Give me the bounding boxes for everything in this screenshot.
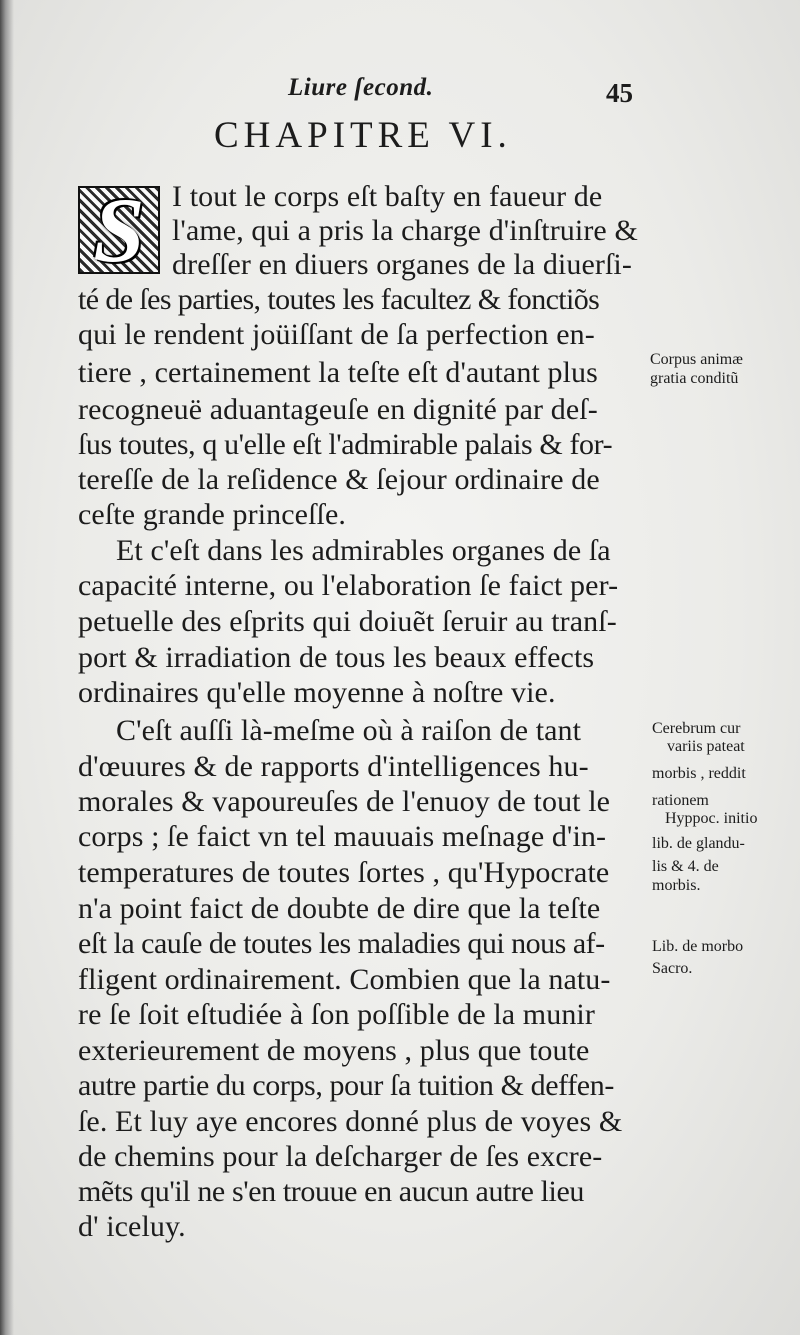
text-line: tiere , certainement la teſte eſt d'autant plus	[78, 356, 598, 389]
text-line: C'eſt auſſi là-meſme où à raiſon de tant	[116, 714, 582, 747]
text-line: d'œuures & de rapports d'intelligences hu-	[78, 750, 589, 783]
text-line: capacité interne, ou l'elaboration ſe faict per-	[78, 569, 619, 602]
text-line: recogneuë aduantageuſe en dignité par deſ-	[78, 393, 598, 426]
margin-note: morbis , reddit	[652, 765, 746, 782]
text-line: ſus toutes, q u'elle eſt l'admirable palais & for-	[78, 428, 613, 461]
text-line: mẽts qu'il ne s'en trouue en aucun autre lieu	[78, 1175, 584, 1208]
margin-note: morbis.	[652, 877, 701, 894]
text-line: I tout le corps eſt baſty en faueur de	[172, 180, 603, 213]
margin-note: Sacro.	[652, 960, 693, 977]
running-head: Liure ſecond.	[288, 74, 434, 101]
text-line: port & irradiation de tous les beaux effects	[78, 641, 595, 674]
text-line: re ſe ſoit eſtudiée à ſon poſſible de la munir	[78, 998, 595, 1031]
text-line: té de ſes parties, toutes les facultez & fonctiõs	[78, 283, 600, 316]
margin-note: gratia conditũ	[650, 370, 739, 387]
text-line: corps ; ſe faict vn tel mauuais meſnage d'in-	[78, 820, 607, 853]
ornamental-initial	[78, 179, 160, 281]
text-line: eſt la cauſe de toutes les maladies qui nous af-	[78, 927, 605, 960]
chapter-title: CHAPITRE VI.	[214, 115, 512, 156]
text-line: l'ame, qui a pris la charge d'inſtruire &	[172, 214, 638, 247]
page-number: 45	[606, 78, 633, 108]
text-line: n'a point faict de doubte de dire que la teſte	[78, 892, 601, 925]
margin-note: Cerebrum cur	[652, 720, 741, 737]
text-line: morales & vapoureuſes de l'enuoy de tout le	[78, 785, 611, 818]
text-line: temperatures de toutes ſortes , qu'Hypocrate	[78, 856, 610, 889]
text-line: ſe. Et luy aye encores donné plus de voyes &	[78, 1105, 623, 1138]
text-line: exterieurement de moyens , plus que toute	[78, 1034, 590, 1067]
text-line: tereſſe de la reſidence & ſejour ordinaire de	[78, 463, 600, 496]
text-line: ordinaires qu'elle moyenne à noſtre vie.	[78, 676, 556, 709]
margin-note: lis & 4. de	[652, 858, 719, 875]
ornamental-initial-letter: S	[93, 179, 145, 281]
text-line: de chemins pour la deſcharger de ſes excre-	[78, 1140, 603, 1173]
text-line: autre partie du corps, pour ſa tuition & deffen-	[78, 1069, 614, 1102]
text-line: qui le rendent joüiſſant de ſa perfection en-	[78, 318, 595, 351]
text-line: dreſſer en diuers organes de la diuerſi-	[172, 248, 632, 281]
margin-note: Corpus animæ	[650, 351, 743, 368]
text-line: ceſte grande princeſſe.	[78, 498, 346, 531]
text-line: fligent ordinairement. Combien que la natu-	[78, 963, 611, 996]
margin-note: Lib. de morbo	[652, 938, 744, 955]
margin-note: lib. de glandu-	[652, 835, 745, 852]
margin-note: Hyppoc. initio	[665, 810, 758, 827]
text-line: petuelle des eſprits qui doiuẽt ſeruir au tranſ-	[78, 605, 617, 638]
page-spine-shadow	[0, 0, 14, 1335]
margin-note: rationem	[652, 792, 709, 809]
text-line: Et c'eſt dans les admirables organes de ſa	[116, 534, 611, 567]
text-line: d' iceluy.	[78, 1210, 186, 1243]
margin-note: variis pateat	[667, 738, 745, 755]
